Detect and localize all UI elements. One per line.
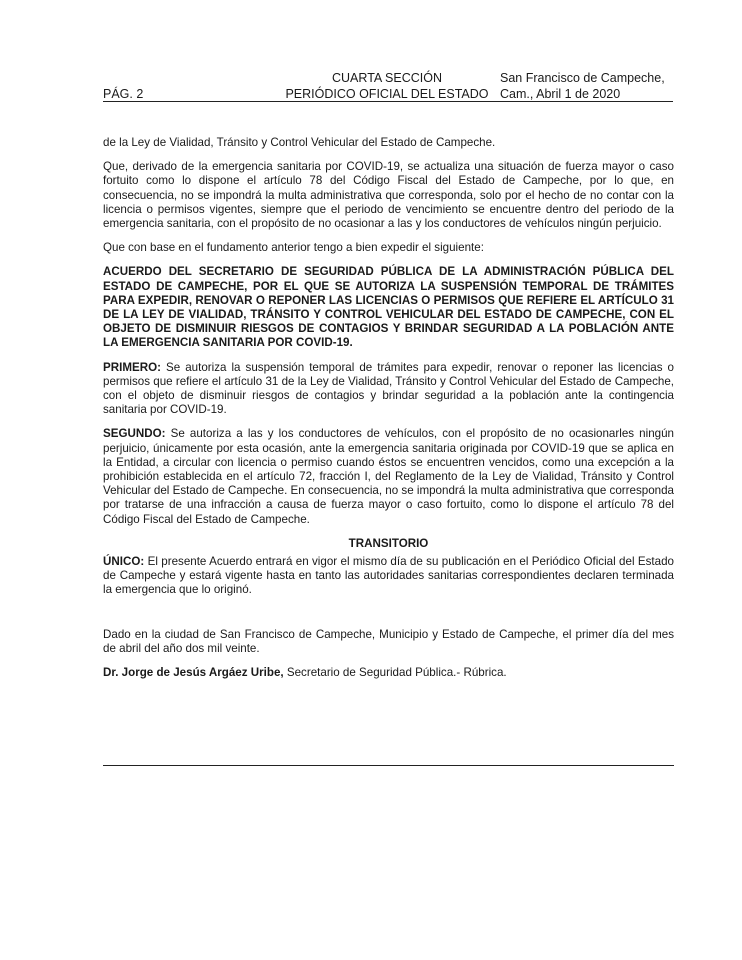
transitorio-title: TRANSITORIO [348, 536, 429, 550]
newspaper-name: PERIÓDICO OFICIAL DEL ESTADO [285, 87, 489, 101]
intro-line: de la Ley de Vialidad, Tránsito y Control Vehicular del Estado de Campeche. [103, 136, 496, 149]
section-label: CUARTA SECCIÓN [332, 71, 442, 85]
signatory-name: Dr. Jorge de Jesús Argáez Uribe, [103, 666, 284, 680]
page-number: PÁG. 2 [103, 87, 144, 101]
unico-label: ÚNICO: [103, 555, 145, 569]
primero-text: Se autoriza la suspensión temporal de trámites para expedir, renovar o reponer las licencias o permisos que refiere el artículo 31 de la Ley de Vialidad, Tránsito y Control Vehicular del Estado de Campeche, con el objeto de disminuir riesgos de contagios y brindar seguridad a la población ante la contingencia sanitaria por COVID-19. [103, 360, 674, 417]
header-divider [103, 101, 673, 102]
article-primero [103, 361, 674, 418]
signature-line [103, 666, 674, 680]
signatory-role: Secretario de Seguridad Pública.- Rúbrica. [283, 666, 507, 680]
article-unico [103, 555, 674, 598]
spacer [103, 608, 674, 628]
unico-text: El presente Acuerdo entrará en vigor el mismo día de su publicación en el Periódico Oficial del Estado de Campeche y estará vigente hasta en tanto las autoridades sanitarias correspondientes declaren terminada la emergencia que lo originó. [103, 555, 674, 597]
segundo-text: Se autoriza a las y los conductores de vehículos, con el propósito de no ocasionarles ningún perjuicio, únicamente por esta ocasión, ante la emergencia sanitaria originada por COVID-19 que se aplica en la Entidad, a circular con licencia o permiso cuando éstos se encuentren vencidos, como una excepción a la prohibición establecida en el artículo 72, fracción I, del Reglamento de la Ley de Vialidad, Tránsito y Control Vehicular del Estado de Campeche. En consecuencia, no se impondrá la multa administrativa que corresponda por tratarse de una infracción a causa de fuerza mayor o caso fortuito, como lo dispone el artículo 78 del Código Fiscal del Estado de Campeche. [103, 427, 675, 526]
publication-city: San Francisco de Campeche, [500, 71, 665, 85]
acuerdo-title: ACUERDO DEL SECRETARIO DE SEGURIDAD PÚBLICA DE LA ADMINISTRACIÓN PÚBLICA DEL ESTADO DE CAMPECHE, POR EL QUE SE AUTORIZA LA SUSPENSIÓN TEMPORAL DE TRÁMITES PARA EXPEDIR, RENOVAR O REPONER LAS LICENCIAS O PERMISOS QUE REFIERE EL ARTÍCULO 31 DE LA LEY DE VIALIDAD, TRÁNSITO Y CONTROL VEHICULAR DEL ESTADO DE CAMPECHE, CON EL OBJETO DE DISMINUIR RIESGOS DE CONTAGIOS Y BRINDAR SEGURIDAD A LA POBLACIÓN ANTE LA EMERGENCIA SANITARIA POR COVID-19. [103, 265, 674, 350]
primero-label: PRIMERO: [103, 360, 161, 374]
article-segundo [103, 427, 674, 526]
footer-divider [103, 765, 674, 766]
publication-date: Cam., Abril 1 de 2020 [500, 87, 621, 101]
dado-paragraph: Dado en la ciudad de San Francisco de Campeche, Municipio y Estado de Campeche, el primer día del mes de abril del año dos mil veinte. [103, 627, 674, 655]
fundamento-paragraph: Que con base en el fundamento anterior tengo a bien expedir el siguiente: [103, 241, 484, 255]
segundo-label: SEGUNDO: [103, 427, 166, 441]
considerando-paragraph: Que, derivado de la emergencia sanitaria por COVID-19, se actualiza una situación de fuerza mayor o caso fortuito como lo dispone el artículo 78 del Código Fiscal del Estado de Campeche, por lo que, en consecuencia, no se impondrá la multa administrativa que corresponda, solo por el hecho de no contar con la licencia o permisos vigentes, siempre que el periodo de vencimiento se encuentre dentro del periodo de la emergencia sanitaria, con el propósito de no ocasionar a las y los conductores de vehículos ningún perjuicio. [103, 160, 674, 231]
document-body [103, 136, 674, 690]
